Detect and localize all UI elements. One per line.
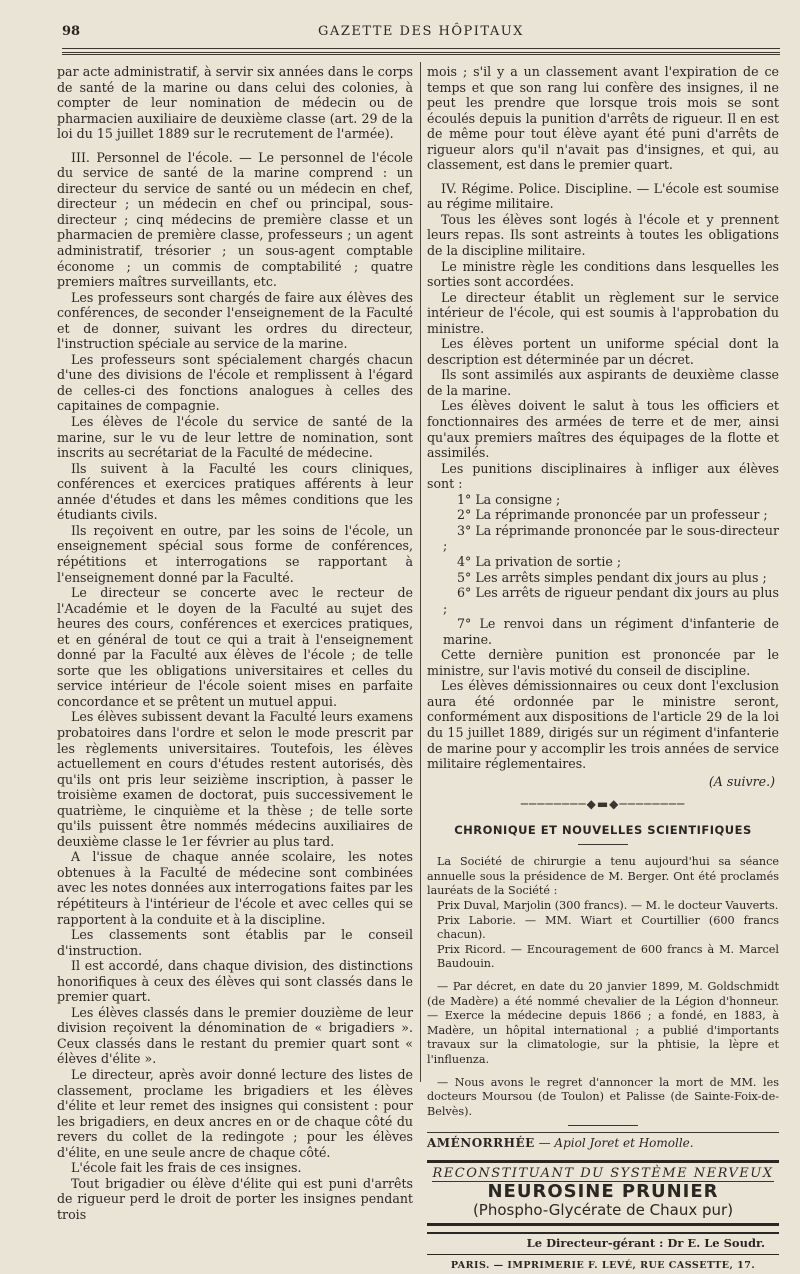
paragraph: par acte administratif, à servir six années dans le corps de santé de la marine ou dans celui des colonies, à compter de leur nomination de médecin ou de pharmacien auxiliaire de deuxième classe (art. 29 de la loi du 15 juillet 1889 sur le recrutement de l'armée). [57,64,413,142]
paragraph: Le directeur se concerte avec le recteur de l'Académie et le doyen de la Faculté au sujet des heures des cours, conférences et exercices pratiques, et en général de tout ce qui a trait à l'enseignement donné par la Faculté aux élèves de l'école ; de telle sorte que les obligations universitaires et celles du service intérieur de l'école soient mises en parfaite concordance et se prêtent un mutuel appui. [57,585,413,709]
paragraph: Les élèves doivent le salut à tous les officiers et fonctionnaires des armées de terre et de mer, ainsi qu'aux premiers maîtres des équipages de la flotte et assimilés. [427,398,779,461]
list-item: 1° La consigne ; [457,491,561,507]
column-divider [420,62,421,1082]
news-item: — Nous avons le regret d'annoncer la mort de MM. les docteurs Moursou (de Toulon) et Palisse (de Sainte-Foix-de-Belvès). [427,1075,779,1118]
right-column [427,64,779,1274]
paragraph: Les professeurs sont spécialement chargés chacun d'une des divisions de l'école et remplissent à l'égard de celles-ci des fonctions analogues à celles des capitaines de compagnie. [57,351,413,414]
paragraph: Les punitions disciplinaires à infliger aux élèves sont : [427,460,779,492]
printer-imprint: PARIS. — IMPRIMERIE F. LEVÉ, RUE CASSETTE, 17. [450,1259,756,1271]
advert-tagline: RECONSTITUANT DU SYSTÈME NERVEUX [432,1165,774,1181]
paragraph: La Société de chirurgie a tenu aujourd'hui sa séance annuelle sous la présidence de M. Berger. Ont été proclamés lauréats de la Société : [427,855,779,898]
left-column [57,64,413,1222]
advert-product: AMÉNORRHÉE [427,1136,535,1151]
paragraph: Les élèves de l'école du service de santé de la marine, sur le vu de leur lettre de nomination, sont inscrits au secrétariat de la Faculté de médecine. [57,414,413,461]
to-be-continued: (A suivre.) [708,773,775,789]
paragraph: Tous les élèves sont logés à l'école et y prennent leurs repas. Ils sont astreints à toutes les obligations de la discipline militaire. [427,211,779,259]
advert-description: (Phospho-Glycérate de Chaux pur) [472,1201,734,1220]
paragraph: Ils suivent à la Faculté les cours cliniques, conférences et exercices pratiques afférents à leur année d'études et dans les mêmes conditions que les étudiants civils. [57,460,413,523]
advert-brand: NEUROSINE PRUNIER [487,1181,719,1203]
paragraph: mois ; s'il y a un classement avant l'expiration de ce temps et que son rang lui confère des insignes, il ne peut les prendre que lorsque trois mois se sont écoulés depuis la punition d'arrêts de rigueur. Il en est de même pour tout élève ayant été puni d'arrêts de rigueur alors qu'il n'avait pas d'insignes, et qui, au classement, est dans le premier quart. [427,64,779,173]
header-double-rule [62,52,780,59]
page-header [62,22,780,44]
paragraph: Il est accordé, dans chaque division, des distinctions honorifiques à ceux des élèves qui sont classés dans le premier quart. [57,958,413,1005]
ornament-divider: ────────◆▬◆──────── [520,797,686,812]
list-item: 6° Les arrêts de rigueur pendant dix jours au plus ; [443,585,779,616]
news-item: — Par décret, en date du 20 janvier 1899, M. Goldschmidt (de Madère) a été nommé chevalier de la Légion d'honneur. — Exerce la médecine depuis 1866 ; a fondé, en 1883, à Madère, un hôpital international ; a publié d'importants travaux sur la climatologie, sur la phtisie, la lèpre et l'influenza. [427,980,779,1066]
prize-item: Prix Duval, Marjolin (300 francs). — M. le docteur Vauverts. [437,899,779,913]
chronique-heading: CHRONIQUE ET NOUVELLES SCIENTIFIQUES [454,822,752,837]
header-rule [62,48,780,49]
advert-neurosine [427,1160,779,1227]
advert-dash: — [538,1136,551,1151]
paragraph: Les élèves démissionnaires ou ceux dont l'exclusion aura été ordonnée par le ministre seront, conformément aux dispositions de l'article 29 de la loi du 15 juillet 1889, dirigés sur un régiment d'infanterie de marine pour y accomplir les trois années de service militaire réglementaires. [427,678,779,772]
page-number: 98 [62,24,81,39]
paragraph: Les professeurs sont chargés de faire aux élèves des conférences, de seconder l'enseignement de la Faculté et de donner, suivant les ordres du directeur, l'instruction spéciale au service de la marine. [57,289,413,352]
director-line: Le Directeur-gérant : Dr E. Le Soudr. [427,1232,779,1255]
paragraph: Les élèves classés dans le premier douzième de leur division reçoivent la dénomination de « brigadiers ». Ceux classés dans le restant du premier quart sont « élèves d'élite ». [57,1004,413,1067]
paragraph: Le directeur, après avoir donné lecture des listes de classement, proclame les brigadiers et les élèves d'élite et leur remet des insignes qui consistent : pour les brigadiers, en deux ancres en or de chaque côté du revers du collet de la redingote ; pour les élèves d'élite, en une seule ancre de chaque côté. [57,1067,413,1160]
paragraph: Tout brigadier ou élève d'élite qui est puni d'arrêts de rigueur perd le droit de porter les insignes pendant trois [57,1175,413,1222]
prize-item: Prix Ricord. — Encouragement de 600 francs à M. Marcel Baudouin. [437,942,779,971]
list-item: 7° Le renvoi dans un régiment d'infanterie de marine. [443,616,779,647]
advert-amenorrhee [427,1132,779,1152]
paragraph: L'école fait les frais de ces insignes. [71,1160,302,1176]
list-item: 3° La réprimande prononcée par le sous-directeur ; [443,522,779,554]
section-regime: IV. Régime. Police. Discipline. — L'école est soumise au régime militaire. [427,180,779,212]
paragraph: Les élèves subissent devant la Faculté leurs examens probatoires dans l'ordre et selon le mode prescrit par les règlements universitaires. Toutefois, les élèves actuellement en cours d'études restent autorisés, dès qu'ils ont pris leur seizième inscription, à passer le troisième examen de doctorat, puis successivement le quatrième, le cinquième et la thèse ; de telle sorte qu'ils puissent être nommés médecins auxiliaires de deuxième classe le 1er février au plus tard. [57,709,413,849]
list-item: 5° Les arrêts simples pendant dix jours au plus ; [457,569,767,585]
list-item: 2° La réprimande prononcée par un professeur ; [457,507,768,523]
paragraph: Les classements sont établis par le conseil d'instruction. [57,927,413,958]
paragraph: A l'issue de chaque année scolaire, les notes obtenues à la Faculté de médecine sont combinées avec les notes données aux interrogations faites par les répétiteurs à l'intérieur de l'école et avec celles qui se rapportent à la conduite et à la discipline. [57,849,413,927]
list-item: 4° La privation de sortie ; [457,553,622,569]
short-rule [568,1125,638,1126]
paragraph: Cette dernière punition est prononcée par le ministre, sur l'avis motivé du conseil de discipline. [427,647,779,678]
paragraph: Les élèves portent un uniforme spécial dont la description est déterminée par un décret. [427,336,779,367]
paragraph: Le ministre règle les conditions dans lesquelles les sorties sont accordées. [427,258,779,290]
journal-title: GAZETTE DES HÔPITAUX [318,24,524,39]
short-rule [578,844,628,845]
section-personnel: III. Personnel de l'école. — Le personnel de l'école du service de santé de la marine comprend : un directeur du service de santé ou un médecin en chef, directeur ; un médecin en chef ou principal, sous-directeur ; cinq médecins de première classe et un pharmacien de première classe, professeurs ; un agent administratif, trésorier ; un sous-agent comptable économe ; un commis de comptabilité ; quatre premiers maîtres surveillants, etc. [57,149,413,290]
paragraph: Le directeur établit un règlement sur le service intérieur de l'école, qui est soumis à l'approbation du ministre. [427,289,779,336]
paragraph: Ils reçoivent en outre, par les soins de l'école, un enseignement spécial sous forme de conférences, répétitions et interrogations se rapportant à l'enseignement donné par la Faculté. [57,522,413,585]
chronique-body [427,855,779,1119]
prize-item: Prix Laborie. — MM. Wiart et Courtillier (600 francs chacun). [437,913,779,942]
advert-text: Apiol Joret et Homolle. [554,1136,694,1151]
paragraph: Ils sont assimilés aux aspirants de deuxième classe de la marine. [427,367,779,398]
